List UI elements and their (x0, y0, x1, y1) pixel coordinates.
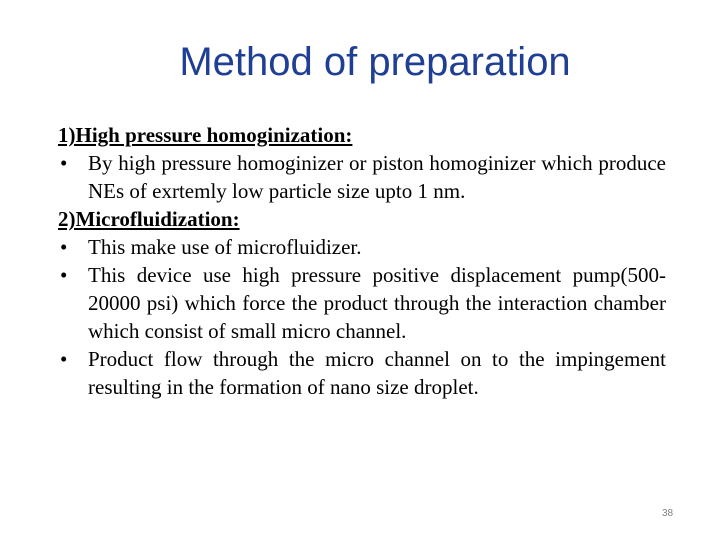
bullet-text: By high pressure homoginizer or piston homoginizer which produce NEs of exrtemly low particle size upto 1 nm. (88, 151, 666, 203)
bullet-text: This device use high pressure positive displacement pump(500-20000 psi) which force the product through the interaction chamber which consist of small micro channel. (88, 263, 666, 343)
bullet-item (58, 233, 666, 261)
slide-content (58, 121, 666, 401)
bullet-marker: • (60, 235, 68, 259)
bullet-item (58, 345, 666, 401)
bullet-marker: • (60, 347, 68, 371)
bullet-marker: • (60, 263, 68, 287)
bullet-text: This make use of microfluidizer. (88, 235, 362, 259)
page-number: 38 (662, 508, 674, 519)
slide-title: Method of preparation (179, 40, 571, 84)
bullet-marker: • (60, 151, 68, 175)
section-heading-microfluidization: 2)Microfluidization: (58, 207, 240, 231)
bullet-item (58, 261, 666, 345)
bullet-text: Product flow through the micro channel on to the impingement resulting in the formation of nano size droplet. (88, 347, 666, 399)
section-heading-high-pressure: 1)High pressure homoginization: (58, 123, 353, 147)
bullet-item (58, 149, 666, 205)
